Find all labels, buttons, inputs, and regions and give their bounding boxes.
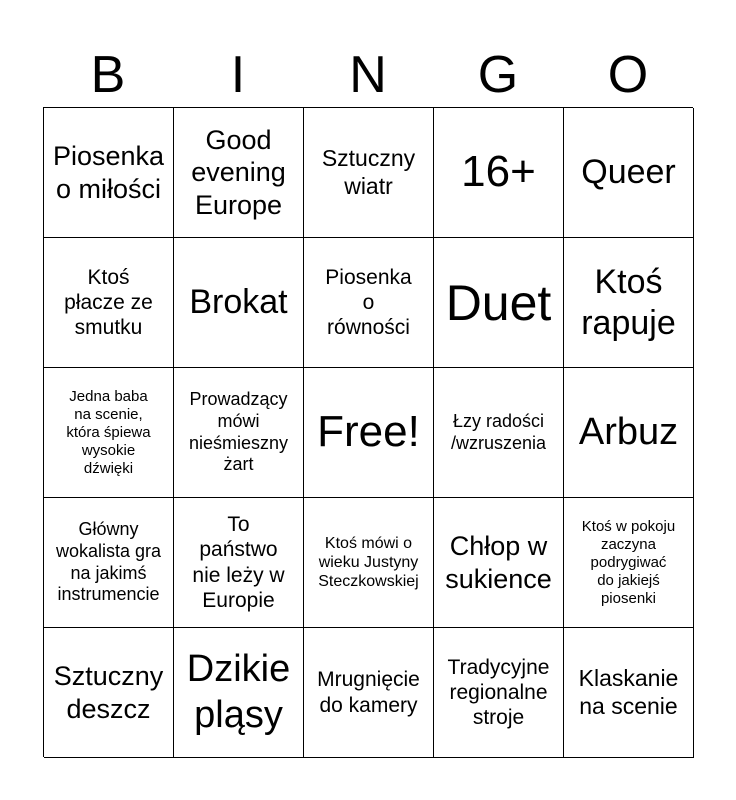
- cell-label: Brokat: [189, 283, 288, 322]
- bingo-cell[interactable]: [434, 498, 564, 628]
- header-letter-o: O: [607, 46, 649, 104]
- cell-label: Łzy radości /wzruszenia: [450, 410, 547, 453]
- bingo-cell[interactable]: [434, 368, 564, 498]
- cell-label: Mrugnięcie do kamery: [317, 668, 420, 717]
- bingo-cell[interactable]: [44, 108, 174, 238]
- bingo-cell[interactable]: [434, 628, 564, 758]
- bingo-header: [43, 42, 693, 108]
- bingo-cell[interactable]: [304, 628, 434, 758]
- cell-label: To państwo nie leży w Europie: [192, 513, 285, 612]
- cell-label: Jedna baba na scenie, która śpiewa wysokie dźwięki: [66, 387, 151, 477]
- bingo-cell[interactable]: [44, 368, 174, 498]
- bingo-cell[interactable]: [564, 628, 694, 758]
- header-letter-i: I: [230, 46, 246, 104]
- cell-label: Queer: [581, 153, 676, 192]
- bingo-cell[interactable]: [564, 368, 694, 498]
- bingo-cell[interactable]: [434, 108, 564, 238]
- cell-label: Ktoś płacze ze smutku: [64, 265, 153, 340]
- cell-label: Główny wokalista gra na jakimś instrumencie: [55, 519, 162, 605]
- cell-label: Sztuczny wiatr: [321, 144, 416, 199]
- cell-label: Good evening Europe: [191, 124, 286, 220]
- bingo-cell[interactable]: [564, 498, 694, 628]
- bingo-cell[interactable]: [304, 108, 434, 238]
- header-letter-g: G: [477, 46, 519, 104]
- cell-label: Duet: [445, 274, 552, 331]
- cell-label: Chłop w sukience: [445, 531, 552, 594]
- bingo-cell[interactable]: [174, 108, 304, 238]
- bingo-grid: [43, 107, 693, 757]
- bingo-cell[interactable]: [434, 238, 564, 368]
- cell-label: Ktoś mówi o wieku Justyny Steczkowskiej: [318, 534, 419, 591]
- cell-label: Sztuczny deszcz: [53, 661, 164, 724]
- bingo-cell[interactable]: [44, 238, 174, 368]
- bingo-cell[interactable]: [304, 238, 434, 368]
- cell-label: Prowadzący mówi nieśmieszny żart: [188, 389, 289, 475]
- cell-label: Arbuz: [578, 410, 679, 453]
- cell-label: Free!: [317, 407, 420, 457]
- cell-label: Ktoś rapuje: [581, 262, 676, 342]
- bingo-cell[interactable]: [174, 498, 304, 628]
- bingo-cell[interactable]: [564, 238, 694, 368]
- bingo-cell[interactable]: [44, 628, 174, 758]
- header-letter-n: N: [349, 46, 387, 104]
- cell-label: 16+: [461, 147, 536, 197]
- bingo-cell[interactable]: [304, 498, 434, 628]
- bingo-cell[interactable]: [564, 108, 694, 238]
- cell-label: Piosenka o równości: [325, 265, 412, 340]
- cell-label: Klaskanie na scenie: [578, 664, 679, 719]
- cell-label: Tradycyjne regionalne stroje: [447, 655, 550, 730]
- bingo-cell[interactable]: [174, 238, 304, 368]
- header-letter-b: B: [90, 46, 126, 104]
- bingo-cell[interactable]: [44, 498, 174, 628]
- bingo-cell[interactable]: [304, 368, 434, 498]
- cell-label: Dzikie pląsy: [186, 647, 291, 736]
- cell-label: Ktoś w pokoju zaczyna podrygiwać do jakiejś piosenki: [581, 517, 676, 607]
- bingo-cell[interactable]: [174, 628, 304, 758]
- bingo-cell[interactable]: [174, 368, 304, 498]
- cell-label: Piosenka o miłości: [52, 141, 165, 204]
